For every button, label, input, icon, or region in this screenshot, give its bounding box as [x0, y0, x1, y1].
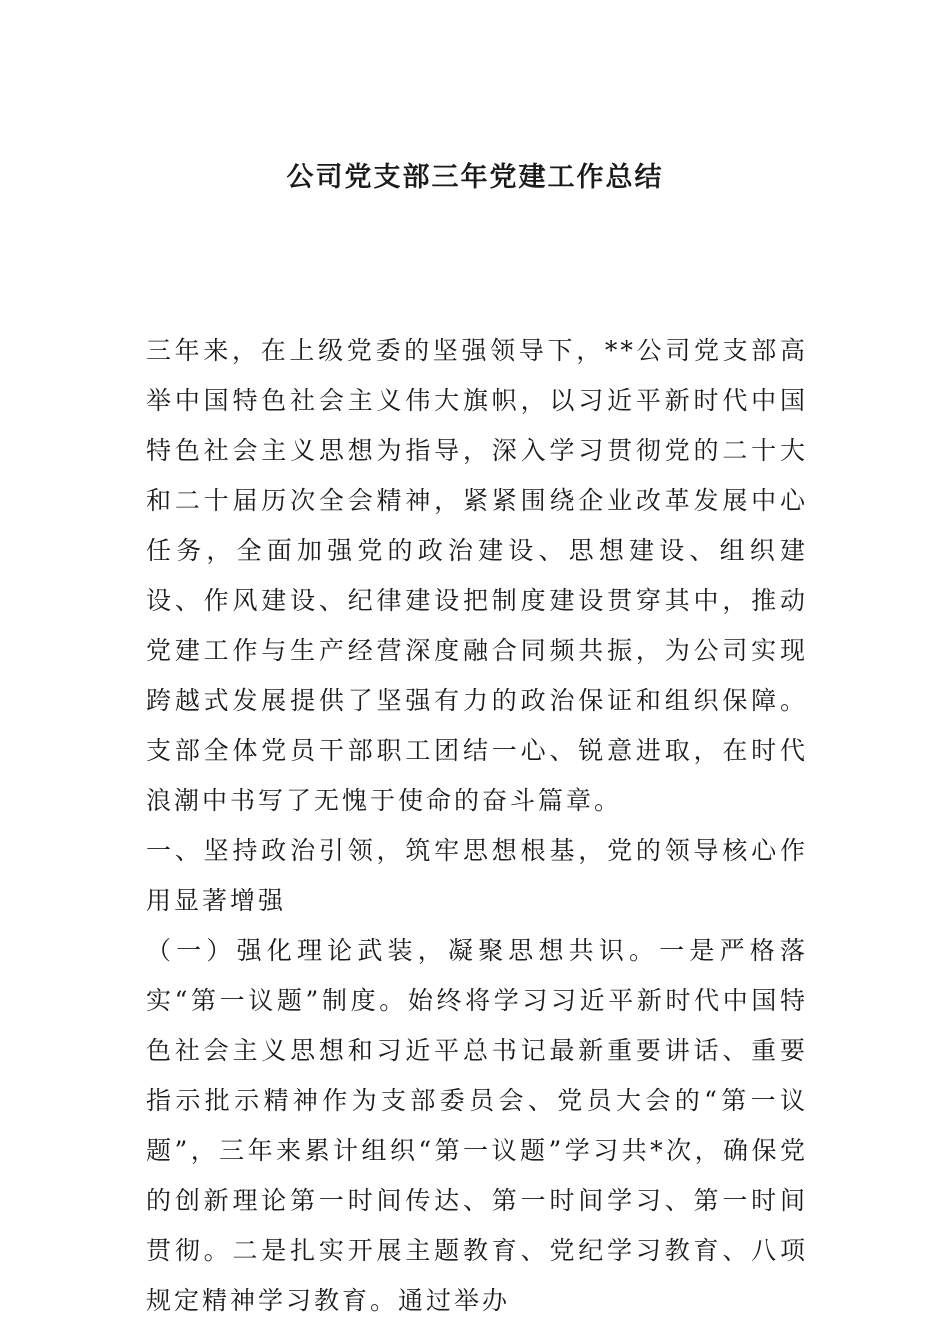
document-title: 公司党支部三年党建工作总结 [286, 162, 664, 193]
section-heading-1: 一、坚持政治引领，筑牢思想根基，党的领导核心作用显著增强 [146, 836, 808, 915]
subsection-paragraph-1: （一）强化理论武装，凝聚思想共识。一是严格落实“第一议题”制度。始终将学习习近平新时代中国特色社会主义思想和习近平总书记最新重要讲话、重要指示批示精神作为支部委员会、党员大会的“第一议题”，三年来累计组织“第一议题”学习共*次，确保党的创新理论第一时间传达、第一时间学习、第一时间贯彻。二是扎实开展主题教育、党纪学习教育、八项规定精神学习教育。通过举办 [146, 936, 808, 1315]
document-body [146, 326, 808, 1326]
paragraph-intro: 三年来，在上级党委的坚强领导下，**公司党支部高举中国特色社会主义伟大旗帜，以习近平新时代中国特色社会主义思想为指导，深入学习贯彻党的二十大和二十届历次全会精神，紧紧围绕企业改革发展中心任务，全面加强党的政治建设、思想建设、组织建设、作风建设、纪律建设把制度建设贯穿其中，推动党建工作与生产经营深度融合同频共振，为公司实现跨越式发展提供了坚强有力的政治保证和组织保障。支部全体党员干部职工团结一心、锐意进取，在时代浪潮中书写了无愧于使命的奋斗篇章。 [146, 336, 808, 815]
